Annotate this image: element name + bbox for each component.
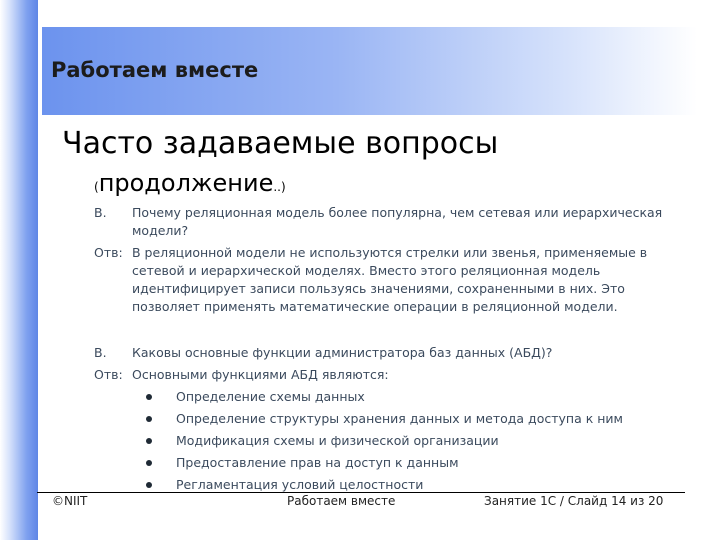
subtitle-open-paren: ( xyxy=(94,180,99,194)
subtitle-close: ..) xyxy=(273,180,286,194)
footer-course-title: Работаем вместе xyxy=(287,494,396,508)
footer-slide-number: Занятие 1C / Слайд 14 из 20 xyxy=(484,494,664,508)
list-item-text: Регламентация условий целостности xyxy=(176,477,424,492)
answer-2 xyxy=(94,366,684,384)
list-item-text: Модификация схемы и физической организации xyxy=(176,433,499,448)
list-item-text: Определение структуры хранения данных и метода доступа к ним xyxy=(176,411,623,426)
header-title: Работаем вместе xyxy=(51,58,259,82)
answer-label: Отв: xyxy=(94,245,123,260)
question-label: В. xyxy=(94,345,107,360)
dba-functions-list xyxy=(94,388,684,494)
qa-content xyxy=(94,204,684,498)
footer-divider xyxy=(37,492,685,493)
list-item xyxy=(94,432,684,450)
question-text: Почему реляционная модель более популярна, чем сетевая или иерархическая модели? xyxy=(132,205,663,238)
bullet-icon xyxy=(94,432,176,450)
list-item xyxy=(94,410,684,428)
slide-title: Часто задаваемые вопросы xyxy=(62,126,499,161)
list-item-text: Предоставление прав на доступ к данным xyxy=(176,455,459,470)
answer-label: Отв: xyxy=(94,367,123,382)
list-item-text: Определение схемы данных xyxy=(176,389,365,404)
answer-text: Основными функциями АБД являются: xyxy=(132,367,389,382)
bullet-icon xyxy=(94,410,176,428)
bullet-icon xyxy=(94,388,176,406)
list-item xyxy=(94,454,684,472)
question-1 xyxy=(94,204,684,240)
footer-copyright: ©NIIT xyxy=(52,494,88,508)
answer-1 xyxy=(94,244,684,316)
left-decor-bar xyxy=(0,0,38,540)
answer-text: В реляционной модели не используются стрелки или звенья, применяемые в сетевой и иерархической моделях. Вместо этого реляционная модель идентифицирует записи пользуясь значениями, сохраненными в них. Это позволяет применять математические операции в реляционной модели. xyxy=(132,245,648,314)
question-text: Каковы основные функции администратора баз данных (АБД)? xyxy=(132,345,553,360)
bullet-icon xyxy=(94,454,176,472)
slide-subtitle xyxy=(94,165,286,205)
question-label: В. xyxy=(94,205,107,220)
subtitle-text: продолжение xyxy=(98,169,274,197)
list-item xyxy=(94,388,684,406)
question-2 xyxy=(94,344,684,362)
